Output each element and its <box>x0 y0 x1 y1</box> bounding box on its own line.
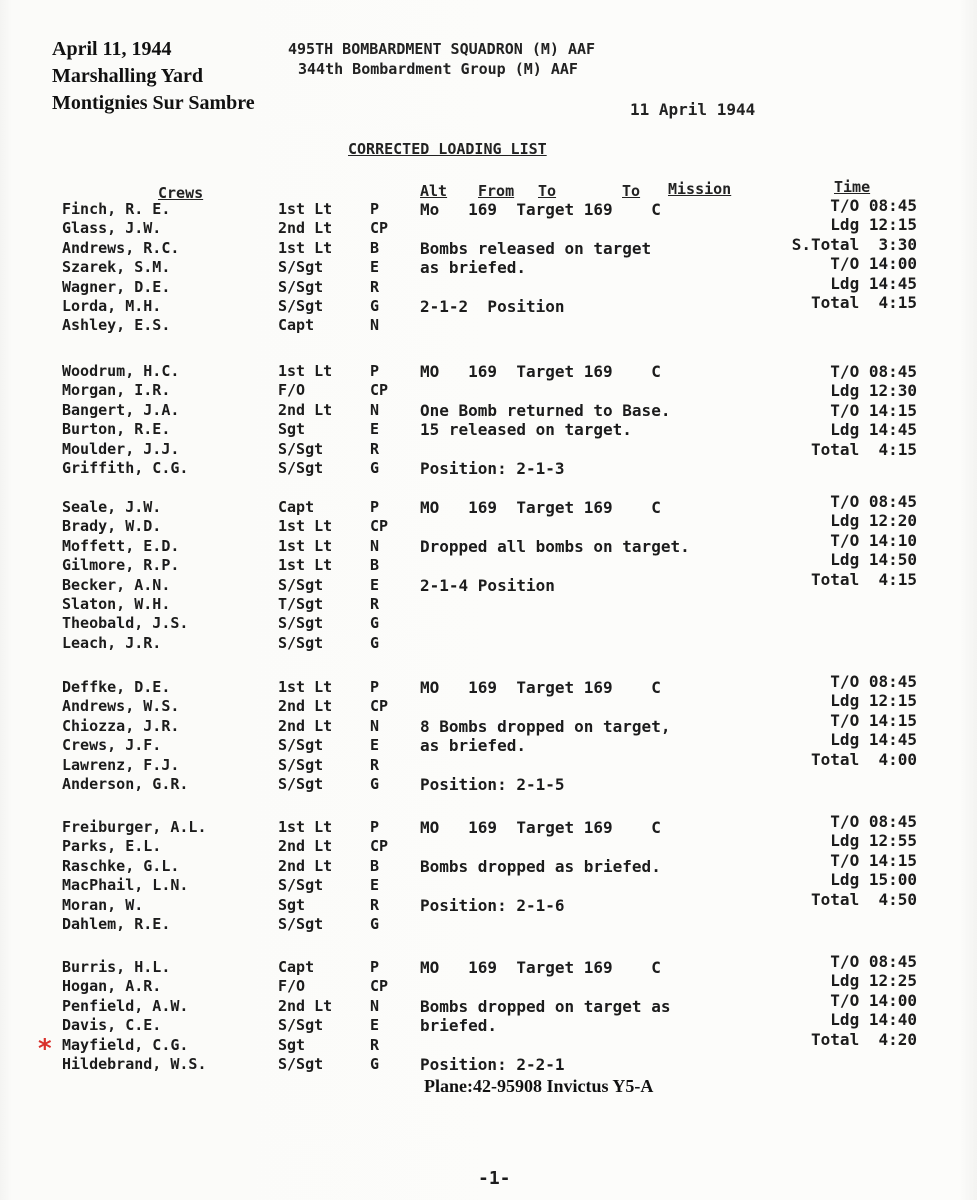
time-entry: Ldg 12:20 <box>830 511 917 531</box>
crew-rank: Capt <box>278 316 315 335</box>
time-entry: Total 4:00 <box>811 749 917 769</box>
crew-rank: S/Sgt <box>278 258 324 277</box>
crew-position: R <box>370 277 380 296</box>
crew-position: CP <box>370 517 389 536</box>
crew-position: E <box>370 1016 380 1035</box>
crew-rank: 2nd Lt <box>278 716 333 735</box>
column-header-mission: Mission <box>668 180 732 198</box>
document-date: 11 April 1944 <box>630 100 756 119</box>
time-entry: T/O 08:45 <box>830 196 917 215</box>
crew-rank: S/Sgt <box>278 575 324 594</box>
crew-name: Andrews, R.C. <box>62 238 180 257</box>
column-header-alt: Alt <box>420 182 448 200</box>
time-entry: Total 4:15 <box>811 439 917 459</box>
time-entry: S.Total 3:30 <box>791 234 917 254</box>
crew-rank: 1st Lt <box>278 678 333 696</box>
crew-position: P <box>370 958 380 976</box>
crew-position: G <box>370 1055 380 1073</box>
crew-rank: S/Sgt <box>278 1016 324 1035</box>
crew-name: Leach, J.R. <box>62 633 162 652</box>
crew-name: Crews, J.F. <box>62 736 162 755</box>
crew-name: Morgan, I.R. <box>62 381 171 400</box>
time-entry: T/O 14:10 <box>830 530 917 550</box>
crew-position: B <box>370 238 380 257</box>
crew-name: Hildebrand, W.S. <box>62 1055 207 1073</box>
time-entry: Ldg 12:55 <box>830 831 917 851</box>
mission-line: 2-1-4 Position <box>420 575 555 595</box>
crew-rank: 2nd Lt <box>278 996 333 1015</box>
crew-position: P <box>370 678 380 696</box>
crew-name: MacPhail, L.N. <box>62 876 189 895</box>
crew-rank: 1st Lt <box>278 536 333 555</box>
crew-name: Gilmore, R.P. <box>62 556 180 575</box>
crew-position: CP <box>370 837 389 856</box>
time-entry: Total 4:20 <box>811 1029 917 1049</box>
time-entry: Ldg 14:50 <box>830 550 917 570</box>
annotation-target-line2: Montignies Sur Sambre <box>52 92 255 114</box>
column-header-time: Time <box>834 178 871 196</box>
crew-position: G <box>370 614 380 633</box>
crew-rank: 1st Lt <box>278 200 333 218</box>
time-entry: T/O 08:45 <box>830 362 917 381</box>
mission-line: as briefed. <box>420 736 526 756</box>
time-entry: Ldg 15:00 <box>830 870 917 890</box>
crew-rank: S/Sgt <box>278 1055 324 1073</box>
column-header-from: From <box>478 182 515 200</box>
time-entry: T/O 14:15 <box>830 850 917 870</box>
time-entry: Ldg 14:40 <box>830 1010 917 1030</box>
mission-line: MO 169 Target 169 C <box>420 362 661 381</box>
crew-position: B <box>370 556 380 575</box>
mission-line: Mo 169 Target 169 C <box>420 200 661 219</box>
crew-name: Raschke, G.L. <box>62 856 180 875</box>
time-entry: T/O 14:00 <box>830 254 917 274</box>
crew-name: Szarek, S.M. <box>62 258 171 277</box>
crew-position: R <box>370 439 380 458</box>
crew-position: E <box>370 876 380 895</box>
crew-rank: 2nd Lt <box>278 219 333 238</box>
time-entry: T/O 08:45 <box>830 812 917 831</box>
crew-rank: S/Sgt <box>278 915 324 933</box>
crew-rank: 1st Lt <box>278 238 333 257</box>
crew-rank: Sgt <box>278 895 306 914</box>
time-entry: Ldg 14:45 <box>830 420 917 440</box>
annotation-target-line1: Marshalling Yard <box>52 65 203 87</box>
crew-rank: F/O <box>278 977 306 996</box>
crew-name: Seale, J.W. <box>62 498 162 516</box>
crew-position: CP <box>370 977 389 996</box>
crew-position: N <box>370 716 380 735</box>
crew-name: Moulder, J.J. <box>62 439 180 458</box>
mission-line: Position: 2-1-6 <box>420 895 565 915</box>
mission-line: 8 Bombs dropped on target, <box>420 716 671 736</box>
mission-line: Position: 2-1-3 <box>420 459 565 478</box>
time-entry: Ldg 14:45 <box>830 730 917 750</box>
crew-rank: S/Sgt <box>278 277 324 296</box>
crew-rank: 1st Lt <box>278 362 333 380</box>
crew-rank: S/Sgt <box>278 614 324 633</box>
crew-rank: S/Sgt <box>278 876 324 895</box>
crew-name: Bangert, J.A. <box>62 400 180 419</box>
squadron-heading: 495TH BOMBARDMENT SQUADRON (M) AAF <box>288 40 596 58</box>
crew-name: Lawrenz, F.J. <box>62 755 180 774</box>
crew-name: Dahlem, R.E. <box>62 915 171 933</box>
mission-line: Bombs dropped on target as <box>420 996 671 1016</box>
crew-rank: 2nd Lt <box>278 400 333 419</box>
crew-rank: T/Sgt <box>278 595 324 613</box>
crew-name: Mayfield, C.G. <box>62 1035 189 1054</box>
crew-rank: S/Sgt <box>278 755 324 774</box>
crew-name: Moran, W. <box>62 895 144 914</box>
time-entry: T/O 14:00 <box>830 990 917 1010</box>
mission-line: 2-1-2 Position <box>420 297 565 316</box>
crew-rank: S/Sgt <box>278 775 324 793</box>
column-header-to: To <box>538 182 557 200</box>
document-title: CORRECTED LOADING LIST <box>348 140 547 158</box>
crew-rank: 1st Lt <box>278 818 333 836</box>
crew-rank: 2nd Lt <box>278 697 333 716</box>
crew-name: Lorda, M.H. <box>62 297 162 315</box>
crew-name: Becker, A.N. <box>62 575 171 594</box>
page-number: -1- <box>478 1168 511 1189</box>
crew-position: G <box>370 633 380 652</box>
crew-position: N <box>370 996 380 1015</box>
crew-name: Chiozza, J.R. <box>62 716 180 735</box>
crew-position: CP <box>370 219 389 238</box>
mission-line: Position: 2-2-1 <box>420 1055 565 1074</box>
crew-position: E <box>370 258 380 277</box>
crew-name: Davis, C.E. <box>62 1016 162 1035</box>
column-header-to-2: To <box>622 182 641 200</box>
time-entry: T/O 14:15 <box>830 710 917 730</box>
crew-name: Freiburger, A.L. <box>62 818 207 836</box>
crew-rank: F/O <box>278 381 306 400</box>
mission-line: One Bomb returned to Base. <box>420 400 671 420</box>
time-entry: Ldg 12:25 <box>830 971 917 991</box>
crew-name: Anderson, G.R. <box>62 775 189 793</box>
crew-name: Penfield, A.W. <box>62 996 189 1015</box>
time-entry: T/O 14:15 <box>830 400 917 420</box>
crew-rank: Capt <box>278 958 315 976</box>
time-entry: Ldg 14:45 <box>830 273 917 293</box>
crew-position: CP <box>370 381 389 400</box>
crew-position: G <box>370 775 380 793</box>
crew-name: Woodrum, H.C. <box>62 362 180 380</box>
crew-position: R <box>370 1035 380 1054</box>
mission-line: MO 169 Target 169 C <box>420 498 661 517</box>
crew-rank: S/Sgt <box>278 297 324 315</box>
time-entry: T/O 08:45 <box>830 672 917 691</box>
time-entry: T/O 08:45 <box>830 952 917 971</box>
crew-position: P <box>370 818 380 836</box>
crew-name: Wagner, D.E. <box>62 277 171 296</box>
crew-position: G <box>370 915 380 933</box>
mission-line: as briefed. <box>420 258 526 278</box>
crew-name: Theobald, J.S. <box>62 614 189 633</box>
mission-line: Position: 2-1-5 <box>420 775 565 794</box>
column-header-crews: Crews <box>158 184 204 202</box>
mission-line: MO 169 Target 169 C <box>420 958 661 977</box>
time-entry: Ldg 12:30 <box>830 381 917 401</box>
crew-name: Moffett, E.D. <box>62 536 180 555</box>
crew-position: E <box>370 420 380 439</box>
plane-annotation: Plane:42-95908 Invictus Y5-A <box>424 1076 654 1096</box>
crew-name: Hogan, A.R. <box>62 977 162 996</box>
crew-position: CP <box>370 697 389 716</box>
crew-position: N <box>370 536 380 555</box>
crew-position: B <box>370 856 380 875</box>
mission-line: MO 169 Target 169 C <box>420 678 661 697</box>
mission-line: briefed. <box>420 1016 498 1036</box>
crew-rank: S/Sgt <box>278 439 324 458</box>
mission-line: MO 169 Target 169 C <box>420 818 661 837</box>
crew-position: P <box>370 200 380 218</box>
crew-position: E <box>370 575 380 594</box>
crew-rank: S/Sgt <box>278 459 324 477</box>
mission-line: Bombs dropped as briefed. <box>420 856 661 876</box>
crew-name: Ashley, E.S. <box>62 316 171 335</box>
crew-rank: 2nd Lt <box>278 837 333 856</box>
time-entry: Total 4:15 <box>811 569 917 589</box>
annotation-date: April 11, 1944 <box>52 38 172 60</box>
crew-position: E <box>370 736 380 755</box>
crew-position: R <box>370 895 380 914</box>
crew-name: Deffke, D.E. <box>62 678 171 696</box>
time-entry: Ldg 12:15 <box>830 215 917 235</box>
crew-rank: 1st Lt <box>278 556 333 575</box>
crew-name: Burris, H.L. <box>62 958 171 976</box>
crew-position: N <box>370 400 380 419</box>
crew-rank: Capt <box>278 498 315 516</box>
mission-line: Bombs released on target <box>420 238 652 258</box>
crew-name: Finch, R. E. <box>62 200 171 218</box>
crew-rank: 1st Lt <box>278 517 333 536</box>
crew-rank: S/Sgt <box>278 736 324 755</box>
crew-position: G <box>370 297 380 315</box>
crew-rank: Sgt <box>278 420 306 439</box>
mission-line: 15 released on target. <box>420 420 632 440</box>
mission-line: Dropped all bombs on target. <box>420 536 690 556</box>
crew-position: P <box>370 362 380 380</box>
group-heading: 344th Bombardment Group (M) AAF <box>298 60 578 78</box>
crew-name: Griffith, C.G. <box>62 459 189 477</box>
time-entry: Total 4:15 <box>811 293 917 312</box>
crew-name: Brady, W.D. <box>62 517 162 536</box>
crew-position: N <box>370 316 380 335</box>
crew-rank: 2nd Lt <box>278 856 333 875</box>
time-entry: Total 4:50 <box>811 889 917 909</box>
crew-name: Slaton, W.H. <box>62 595 171 613</box>
crew-position: R <box>370 755 380 774</box>
crew-name: Parks, E.L. <box>62 837 162 856</box>
crew-position: R <box>370 595 380 613</box>
crew-position: P <box>370 498 380 516</box>
crew-rank: Sgt <box>278 1035 306 1054</box>
time-entry: Ldg 12:15 <box>830 691 917 711</box>
time-entry: T/O 08:45 <box>830 492 917 511</box>
crew-position: G <box>370 459 380 477</box>
crew-name: Andrews, W.S. <box>62 697 180 716</box>
highlight-asterisk: * <box>38 1034 52 1064</box>
crew-rank: S/Sgt <box>278 633 324 652</box>
crew-name: Glass, J.W. <box>62 219 162 238</box>
crew-name: Burton, R.E. <box>62 420 171 439</box>
